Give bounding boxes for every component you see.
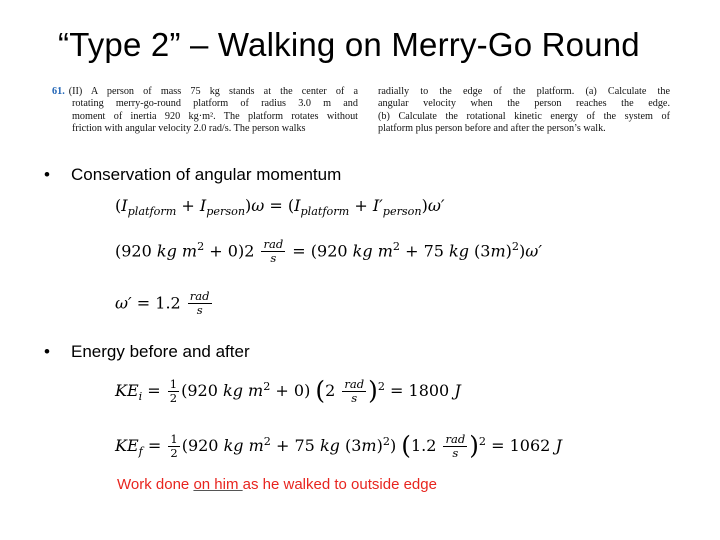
equation-omega-final: ω′ = 1.2 $\frac{\text{rad}}{s}$ — [115, 289, 210, 318]
problem-text-right — [378, 86, 670, 136]
bullet-energy: Energy before and after — [71, 342, 250, 361]
problem-line: (b) Calculate the rotational kinetic energy of the system of — [378, 110, 670, 122]
problem-line: 61. (II) A person of mass 75 kg stands at the center of a — [52, 86, 358, 97]
equation-ke-initial: $KE_i$ = $\frac{1}{2}$ (920 kg $m^2 + 0$) (2 $\frac{\text{rad}}{s}$ )$^2$ = 1800 J — [115, 376, 461, 406]
problem-line: rotating merry-go-round platform of radius 3.0 m and — [72, 98, 358, 110]
bullet-conservation: Conservation of angular momentum — [71, 165, 342, 184]
problem-number: 61. — [52, 86, 65, 97]
problem-text-left — [52, 86, 358, 136]
problem-line: angular velocity when the person reaches the edge. — [378, 98, 670, 110]
problem-line: moment of inertia 920 kg·m². The platform rotates without — [72, 110, 358, 122]
equation-angular-momentum: $(I_{platform} + I_{person})\omega = (I_{platform} + I'_{person})\omega'$ — [115, 196, 445, 218]
problem-line: friction with angular velocity 2.0 rad/s. The person walks — [72, 123, 306, 135]
problem-line: platform plus person before and after the person’s walk. — [378, 123, 606, 135]
equation-substitution: (920 kg $m^2 + 0)2$ $\frac{\text{rad}}{s}$ = (920 kg $m^2 + 75$ kg $(3m)^2)\omega'$ — [115, 237, 542, 266]
slide-title: “Type 2” – Walking on Merry-Go Round — [58, 26, 640, 63]
bullet-marker: • — [44, 165, 50, 184]
problem-line: radially to the edge of the platform. (a) Calculate the — [378, 86, 670, 97]
equation-ke-final: $KE_f$ = $\frac{1}{2}$ (920 kg $m^2 + 75$ kg $(3m)^2$) (1.2 $\frac{\text{rad}}{s}$ )$^2$ = 1062 J — [115, 431, 562, 461]
underlined-text: on him — [193, 476, 243, 493]
bullet-marker: • — [44, 342, 50, 361]
work-done-note: Work done on him as he walked to outside edge — [117, 476, 437, 493]
